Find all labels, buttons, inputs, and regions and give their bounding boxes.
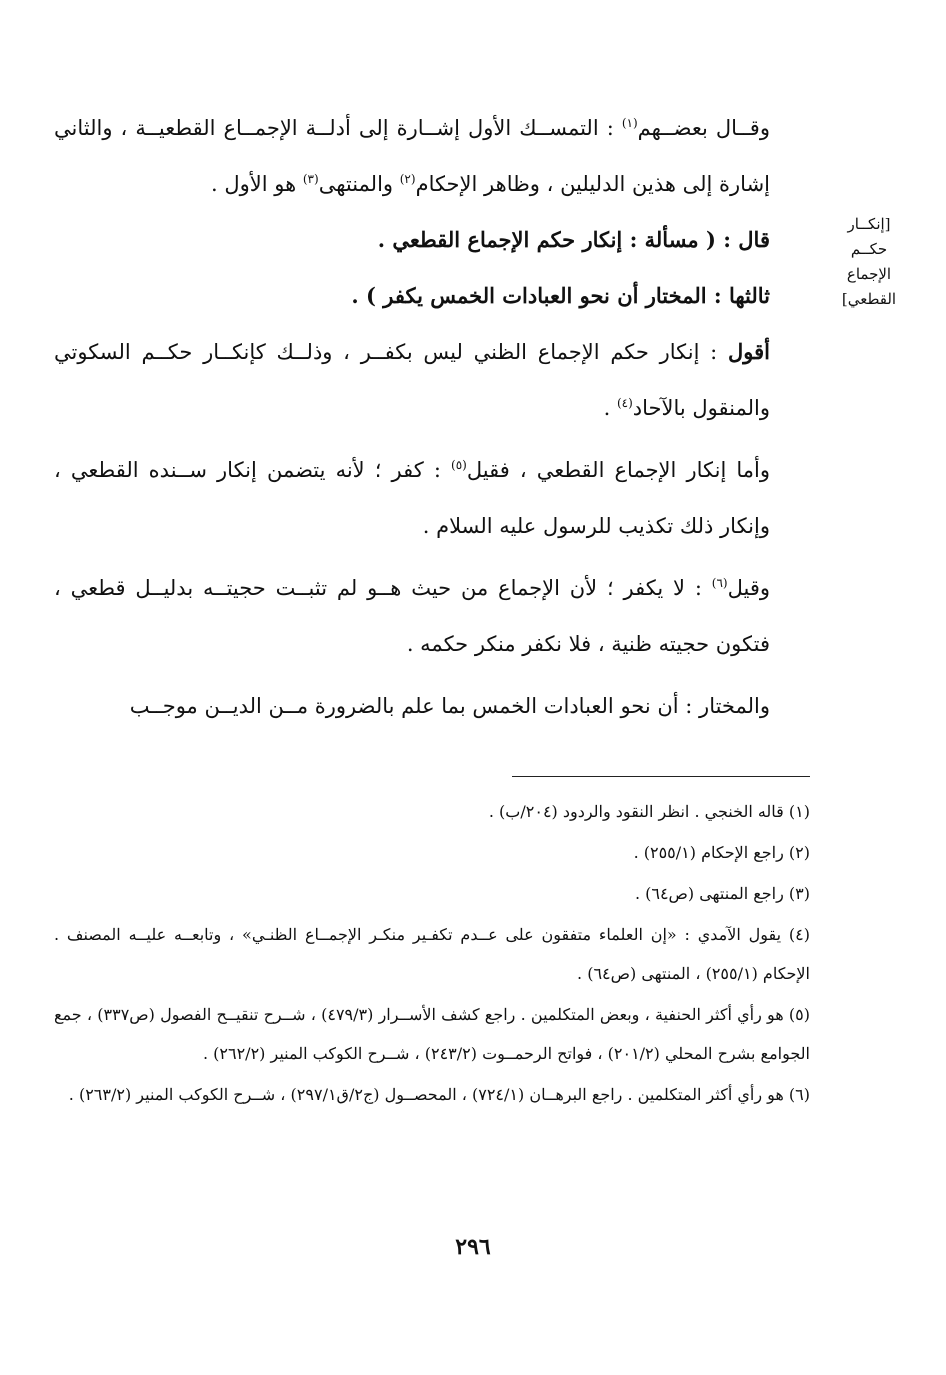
paragraph-5: [54, 442, 770, 554]
footnote-ref: (٦): [711, 576, 728, 590]
text-run: : التمســك الأول إشــارة إلى أدلــة الإجمــاع القطعيــة ، والثاني إشارة إلى هذين الدليلين ، وظاهر الإحكام: [54, 116, 770, 196]
footnote-ref: (٣): [302, 172, 319, 186]
text-run-bold: أقول: [728, 339, 770, 364]
text-run: : كفر ؛ لأنه يتضمن إنكار ســنده القطعي ، وإنكار ذلك تكذيب للرسول عليه السلام .: [54, 458, 770, 538]
footnote-ref: (٥): [451, 458, 467, 472]
text-run: وقــال بعضــهم: [637, 116, 770, 140]
margin-note-line: الإجماع: [846, 265, 892, 283]
paragraph-6: [54, 560, 770, 672]
footnote-ref: (٢): [399, 172, 416, 186]
footnote-3: (٣) راجع المنتهى (ص٦٤) .: [634, 884, 810, 903]
footnote-6: (٦) هو رأي أكثر المتكلمين . راجع البرهــان (٧٢٤/١) ، المحصــول (ج٢/ق٢٩٧/١) ، شــرح الكوكب المنير (٢٦٣/٢) .: [68, 1085, 810, 1104]
margin-note-line: القطعي]: [841, 290, 897, 308]
footnote-2: (٢) راجع الإحكام (٢٥٥/١) .: [633, 843, 810, 862]
margin-note-line: [إنكــار: [847, 215, 891, 233]
text-run: وقيل: [727, 576, 770, 600]
footnote-ref: (١): [621, 116, 638, 130]
paragraph-2-quote: قال : ( مسألة : إنكار حكم الإجماع القطعي .: [377, 227, 770, 252]
footnote-divider: [512, 776, 810, 777]
footnote-4: (٤) يقول الآمدي : «إن العلماء متفقون على عــدم تكفـير منكـر الإجمــاع الظنـي» ، وتابعــه عليــه المصنف . الإحكام (٢٥٥/١) ، المنتهى (ص٦٤) .: [54, 925, 810, 983]
paragraph-1: [54, 100, 770, 212]
text-run: والمنتهى: [318, 172, 400, 196]
paragraph-4: [54, 324, 770, 436]
page-number: ٢٩٦: [455, 1234, 491, 1260]
main-text: [54, 100, 770, 734]
footnote-ref: (٤): [616, 396, 633, 410]
margin-note-line: حكــم: [850, 240, 888, 258]
text-run: .: [603, 396, 617, 420]
footnote-1: (١) قاله الخنجي . انظر النقود والردود (٢٠٤/ب) .: [488, 802, 810, 821]
text-run: وأما إنكار الإجماع القطعي ، فقيل: [466, 458, 770, 482]
paragraph-7: والمختار : أن نحو العبادات الخمس بما علم بالضرورة مــن الديــن موجــب: [129, 694, 770, 718]
text-run: : لا يكفر ؛ لأن الإجماع من حيث هــو لم تثبــت حجيتــه بدليــل قطعي ، فتكون حجيته ظنية ، فلا نكفر منكر حكمه .: [54, 576, 770, 656]
footnote-5: (٥) هو رأي أكثر الحنفية ، وبعض المتكلمين . راجع كشف الأســرار (٤٧٩/٣) ، شــرح تنقيــح الفصول (ص٣٣٧) ، جمع الجوامع بشرح المحلي (٢٠١/٢) ، فواتح الرحمــوت (٢٤٣/٢) ، شــرح الكوكب المنير (٢٦٢/٢) .: [54, 1005, 811, 1063]
text-run: هو الأول .: [211, 172, 303, 196]
paragraph-3-quote: ثالثها : المختار أن نحو العبادات الخمس يكفر ) .: [351, 283, 770, 308]
text-run: : إنكار حكم الإجماع الظني ليس بكفــر ، وذلــك كإنكــار حكــم السكوتي والمنقول بالآحاد: [54, 340, 770, 420]
footnotes: [54, 792, 810, 1114]
margin-note: [826, 212, 912, 312]
